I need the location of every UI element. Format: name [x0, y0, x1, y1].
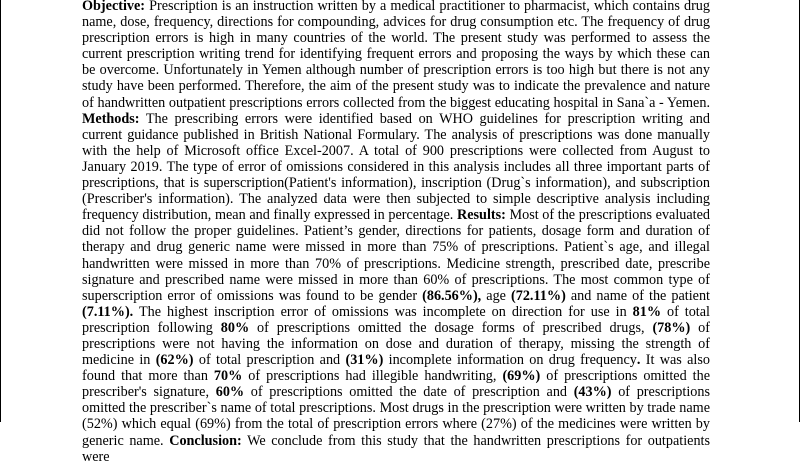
prescriber-name-value: (43%) [573, 384, 612, 401]
objective-heading: Objective: [82, 0, 146, 14]
conclusion-text: We conclude from this study that the handwritten prescriptions for outpatients were [82, 432, 711, 465]
results-text: of total prescription and [193, 352, 346, 369]
abstract-paragraph [82, 0, 710, 465]
methods-text: The prescribing errors were identified based on WHO guidelines for prescription writing and current guidance published in British National Formulary. The analysis of prescriptions was done manually with the help of Microsoft office Excel-2007. A total of 900 prescriptions were collected from August to January 2019. The type of error of omissions considered in this analysis includes all three important parts of prescriptions, that is superscription(Patient's information), inscription (Drug`s information), and subscription (Prescriber's information). The analyzed data were then subjected to simple descriptive analysis including frequency distribution, mean and finally expressed in percentage. [82, 110, 710, 224]
gender-value: (86.56%), [422, 287, 482, 304]
age-value: (72.11%) [511, 287, 566, 304]
frequency-value: (31%) [345, 352, 384, 369]
results-text: of prescriptions omitted the date of prescription and [244, 384, 574, 401]
results-text: of prescriptions were not having the information on dose and duration of therapy, missing the strength of medicine in [82, 319, 710, 369]
abstract-body [82, 0, 710, 465]
results-text: of prescriptions omitted the dosage forms of prescribed drugs, [249, 319, 653, 336]
results-text: incomplete information on drug frequency [383, 352, 637, 369]
strength-value: (62%) [155, 352, 194, 369]
objective-text: Prescription is an instruction written by a medical practitioner to pharmacist, which contains drug name, dose, frequency, directions for compounding, advices for drug consumption etc. The frequency of drug prescription errors is high in many countries of the world. The present study was performed to assess the current prescription writing trend for identifying frequent errors and proposing the ways by which these can be overcome. Unfortunately in Yemen although number of prescription errors is too high but there is not any study have been performed. Therefore, the aim of the present study was to indicate the prevalence and nature of handwritten outpatient prescriptions errors collected from the biggest educating hospital in Sana`a - Yemen. [82, 0, 710, 111]
signature-value: (69%) [502, 368, 541, 385]
results-text: of prescriptions omitted the prescriber's signature, [82, 368, 711, 401]
dose-duration-value: (78%) [652, 319, 691, 336]
results-text: Most of the prescriptions evaluated did not follow the proper guidelines. Patient’s gender, directions for patients, dosage form and duration of therapy and drug generic name were missed in more than 75% of prescriptions. Patient`s age, and illegal handwritten were missed in more than 70% of prescriptions. Medicine strength, prescribed date, prescribe signature and prescribed name were missed in more than 60% of prescriptions. The most common type of superscription error of omissions was found to be gender [82, 207, 711, 304]
dosage-form-value: 80% [220, 319, 250, 336]
conclusion-heading: Conclusion: [169, 432, 242, 449]
results-text: age [481, 287, 512, 304]
results-heading: Results: [456, 207, 506, 224]
date-value: 60% [215, 384, 245, 401]
results-text: and name of the patient [565, 287, 710, 304]
results-text: of prescriptions had illegible handwriting, [242, 368, 503, 385]
name-value: (7.11%). [82, 303, 134, 320]
results-text: The highest inscription error of omissions was incomplete on direction for use in [133, 303, 633, 320]
bold-period: . [636, 352, 641, 369]
results-text: It was also found that more than [82, 352, 710, 385]
illegible-value: 70% [213, 368, 243, 385]
methods-heading: Methods: [82, 110, 140, 127]
results-text: of prescriptions omitted the prescriber`s name of total prescriptions. Most drugs in the prescription were written by trade name (52%) which equal (69%) from the total of prescription errors where (27%) of the medicines were written by generic name. [82, 384, 710, 449]
results-text: of total prescription following [82, 303, 710, 336]
direction-value: 81% [632, 303, 662, 320]
